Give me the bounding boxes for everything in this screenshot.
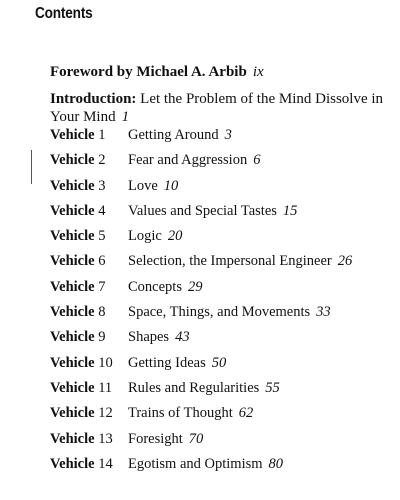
vehicle-label: [50, 203, 128, 220]
vehicle-word: Vehicle: [50, 253, 95, 270]
foreword-entry: [50, 63, 385, 81]
vehicle-label: [50, 355, 128, 372]
vehicle-word: Vehicle: [50, 304, 95, 321]
chapter-title: Rules and Regularities: [128, 379, 260, 396]
toc-entry: [50, 228, 395, 253]
page-number: 55: [265, 379, 280, 396]
page-number: 26: [337, 253, 353, 270]
vehicle-word: Vehicle: [50, 202, 95, 219]
vehicle-number: 4: [98, 202, 106, 219]
page-number: 62: [238, 405, 254, 422]
vehicle-word: Vehicle: [50, 177, 95, 194]
page-title: Contents: [35, 5, 93, 22]
vehicle-word: Vehicle: [50, 455, 95, 472]
vehicle-label: [50, 405, 128, 422]
vehicle-label: [50, 279, 128, 296]
chapter-title: Fear and Aggression: [128, 152, 248, 169]
vehicle-word: Vehicle: [50, 329, 95, 346]
toc-entry: [50, 304, 395, 329]
vehicle-number: 9: [98, 329, 106, 346]
vehicle-label: [50, 304, 128, 321]
vehicle-label: [50, 456, 128, 473]
vehicle-number: 6: [98, 253, 106, 270]
toc-entry: [50, 355, 395, 380]
chapter-title: Getting Around: [128, 127, 219, 143]
vehicle-number: 11: [98, 379, 113, 396]
vehicle-number: 7: [98, 278, 106, 295]
toc-entry: [50, 405, 395, 430]
vehicle-number: 2: [98, 152, 106, 169]
page-number: 20: [167, 228, 183, 245]
vehicle-label: [50, 329, 128, 346]
vehicle-word: Vehicle: [50, 430, 95, 447]
toc-entry: [50, 127, 395, 152]
vehicle-number: 10: [98, 354, 113, 371]
vehicle-word: Vehicle: [50, 405, 95, 422]
vehicle-label: [50, 431, 128, 448]
chapter-title: Values and Special Tastes: [128, 202, 277, 219]
toc-entry: [50, 431, 395, 456]
chapter-title: Selection, the Impersonal Engineer: [128, 253, 332, 270]
page-number: 43: [175, 329, 190, 346]
page-number: 10: [163, 177, 179, 194]
vehicle-word: Vehicle: [50, 379, 95, 396]
page-number: 3: [224, 127, 232, 143]
chapter-title: Shapes: [128, 329, 170, 346]
vehicle-word: Vehicle: [50, 354, 95, 371]
introduction-page-number: 1: [121, 109, 130, 125]
chapter-title: Getting Ideas: [128, 354, 206, 371]
chapter-title: Concepts: [128, 278, 182, 295]
chapter-title: Love: [128, 177, 158, 194]
chapter-title: Trains of Thought: [128, 405, 233, 422]
vehicle-label: [50, 178, 128, 195]
vehicle-label: [50, 253, 128, 270]
vehicle-label: [50, 380, 128, 397]
chapter-title: Egotism and Optimism: [128, 455, 263, 472]
vehicle-label: [50, 152, 128, 169]
toc-entry: [50, 253, 395, 278]
introduction-label: Introduction:: [50, 91, 137, 107]
vehicle-number: 14: [98, 455, 113, 472]
chapter-title: Space, Things, and Movements: [128, 304, 311, 321]
page-number: 33: [316, 304, 331, 321]
toc-entry: [50, 380, 395, 405]
vehicle-word: Vehicle: [50, 278, 95, 295]
toc-entry: [50, 456, 395, 481]
vehicle-number: 12: [98, 405, 113, 422]
page-number: 29: [187, 278, 203, 295]
vehicle-number: 8: [98, 304, 106, 321]
toc-entry: [50, 152, 395, 177]
toc-entry: [50, 279, 395, 304]
chapter-list: [50, 127, 395, 481]
vehicle-label: [50, 127, 128, 144]
foreword-page-number: ix: [252, 64, 264, 80]
toc-entry: [50, 329, 395, 354]
vehicle-label: [50, 228, 128, 245]
vehicle-word: Vehicle: [50, 152, 95, 169]
vehicle-number: 1: [98, 127, 106, 143]
chapter-title: Foresight: [128, 430, 183, 447]
page-number: 15: [282, 202, 298, 219]
page-number: 50: [211, 354, 227, 371]
vehicle-word: Vehicle: [50, 127, 95, 143]
page-number: 80: [268, 455, 284, 472]
chapter-title: Logic: [128, 228, 162, 245]
page-number: 70: [188, 430, 204, 447]
vehicle-number: 3: [98, 177, 106, 194]
toc-entry: [50, 203, 395, 228]
toc-entry: [50, 178, 395, 203]
page-number: 6: [253, 152, 261, 169]
vehicle-word: Vehicle: [50, 228, 95, 245]
vehicle-number: 13: [98, 430, 113, 447]
vehicle-number: 5: [98, 228, 106, 245]
introduction-entry: [50, 90, 385, 126]
introduction-title: Let the Problem of the Mind Dissolve in Your Mind: [50, 91, 384, 125]
margin-rule: [31, 150, 32, 184]
foreword-label: Foreword by Michael A. Arbib: [50, 64, 247, 80]
